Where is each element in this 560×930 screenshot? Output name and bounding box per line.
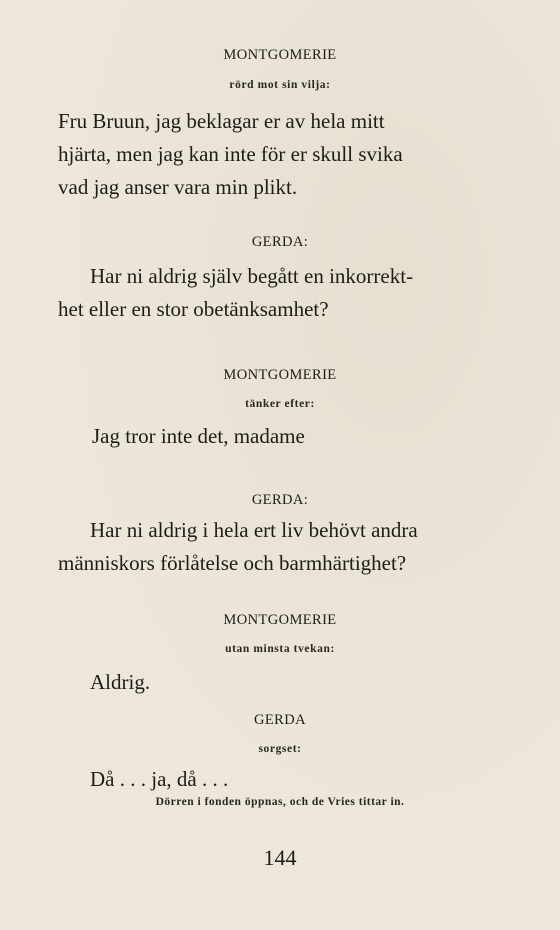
dialogue-line: Då . . . ja, då . . . [90, 767, 229, 791]
stage-direction-inline: rörd mot sin vilja: [229, 79, 331, 91]
dialogue-line: Jag tror inte det, madame [92, 424, 305, 448]
dialogue-line: Har ni aldrig i hela ert liv behövt andra [90, 518, 418, 542]
dialogue-line: Fru Bruun, jag beklagar er av hela mitt [58, 109, 385, 133]
speaker-name: GERDA: [251, 234, 309, 250]
speaker-name: GERDA [254, 712, 306, 728]
dialogue-line: vad jag anser vara min plikt. [58, 175, 298, 199]
stage-direction: Dörren i fonden öppnas, och de Vries tittar in. [155, 796, 405, 808]
stage-direction-inline: utan minsta tvekan: [225, 643, 335, 655]
dialogue-line: Har ni aldrig själv begått en inkorrekt- [90, 264, 414, 288]
dialogue-line: hjärta, men jag kan inte för er skull svika [58, 142, 403, 166]
speaker-name: MONTGOMERIE [223, 612, 337, 628]
dialogue-line: Aldrig. [90, 670, 151, 694]
speaker-name: MONTGOMERIE [223, 367, 337, 383]
speaker-name: GERDA: [251, 492, 309, 508]
speaker-name: MONTGOMERIE [223, 47, 337, 63]
page-number: 144 [263, 845, 297, 870]
stage-direction-inline: sorgset: [258, 743, 302, 755]
stage-direction-inline: tänker efter: [245, 398, 315, 410]
dialogue-line: människors förlåtelse och barmhärtighet? [58, 551, 407, 575]
dialogue-line: het eller en stor obetänksamhet? [58, 297, 329, 321]
